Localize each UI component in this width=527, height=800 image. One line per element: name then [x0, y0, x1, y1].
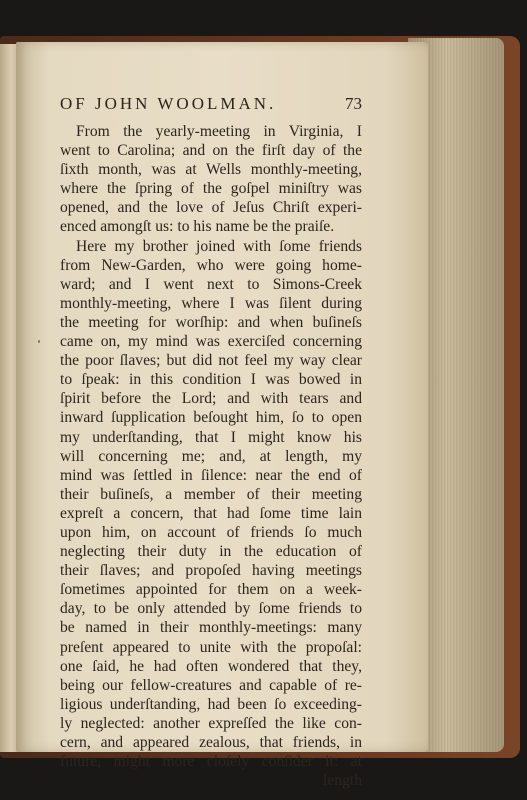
text-line: cern, and appeared zealous, that friends, in	[60, 734, 362, 751]
text-line: expreſt a concern, that had ſome time lain	[60, 504, 362, 522]
text-line: ligious underſtanding, had been ſo exceeding-	[60, 695, 362, 713]
text-line: length	[323, 772, 362, 790]
text-line: to ſpeak: in this condition I was bowed in	[60, 371, 362, 389]
text-line: one ſaid, he had often wondered that they,	[60, 657, 362, 675]
text-line: the meeting for worſhip: and when buſineſs	[60, 313, 362, 331]
page-number: 73	[345, 94, 362, 113]
running-head-title: OF JOHN WOOLMAN.	[60, 94, 277, 113]
text-line: mind was ſettled in ſilence: near the end of	[60, 466, 362, 484]
text-line: ward; and I went next to Simons-Creek	[60, 275, 362, 293]
text-line: my underſtanding, that I might know his	[60, 428, 362, 446]
text-line: be named in their monthly-meetings: many	[60, 619, 362, 637]
text-line: neglecting their duty in the education of	[60, 543, 362, 561]
text-line: From the yearly-meeting in Virginia, I	[76, 123, 362, 140]
text-line: the poor ſlaves; but did not feel my way clear	[60, 352, 362, 370]
paper-speck	[38, 340, 40, 343]
text-line: ſpirit before the Lord; and with tears and	[60, 390, 362, 408]
text-line: monthly-meeting, where I was ſilent during	[60, 294, 362, 312]
page-text-block	[60, 94, 362, 790]
body-text	[60, 122, 362, 790]
text-line: where the ſpring of the goſpel miniſtry was	[60, 180, 362, 198]
text-line: came on, my mind was exerciſed concerning	[60, 333, 362, 351]
text-line: went to Carolina; and on the firſt day of the	[60, 142, 362, 160]
text-line: being our fellow-creatures and capable of re-	[60, 676, 362, 694]
text-line: ſixth month, was at Wells monthly-meeting,	[60, 161, 362, 179]
book-page	[16, 42, 428, 790]
text-line: Here my brother joined with ſome friends	[76, 237, 362, 255]
text-line: opened, and the love of Jeſus Chriſt experi-	[60, 199, 362, 217]
text-line: ly neglected: another expreſſed the like con-	[60, 714, 362, 732]
text-line: their ſlaves; and propoſed having meetings	[60, 562, 362, 580]
text-line: enced amongſt us: to his name be the praiſe.	[60, 218, 335, 236]
text-line: ſometimes appointed for them on a week-	[60, 581, 362, 599]
text-line: future, might more cloſely conſider it: at	[60, 753, 362, 771]
text-line: from New-Garden, who were going home-	[60, 256, 362, 274]
text-line: day, to be only attended by ſome friends to	[60, 600, 362, 618]
text-line: upon him, on account of friends ſo much	[60, 523, 362, 541]
text-line: preſent appeared to unite with the propoſal:	[60, 638, 362, 656]
text-line: their buſineſs, a member of their meeting	[60, 485, 362, 503]
text-line: inward ſupplication beſought him, ſo to open	[60, 409, 362, 427]
text-line: will concerning me; and, at length, my	[60, 447, 362, 465]
running-head	[60, 94, 362, 120]
